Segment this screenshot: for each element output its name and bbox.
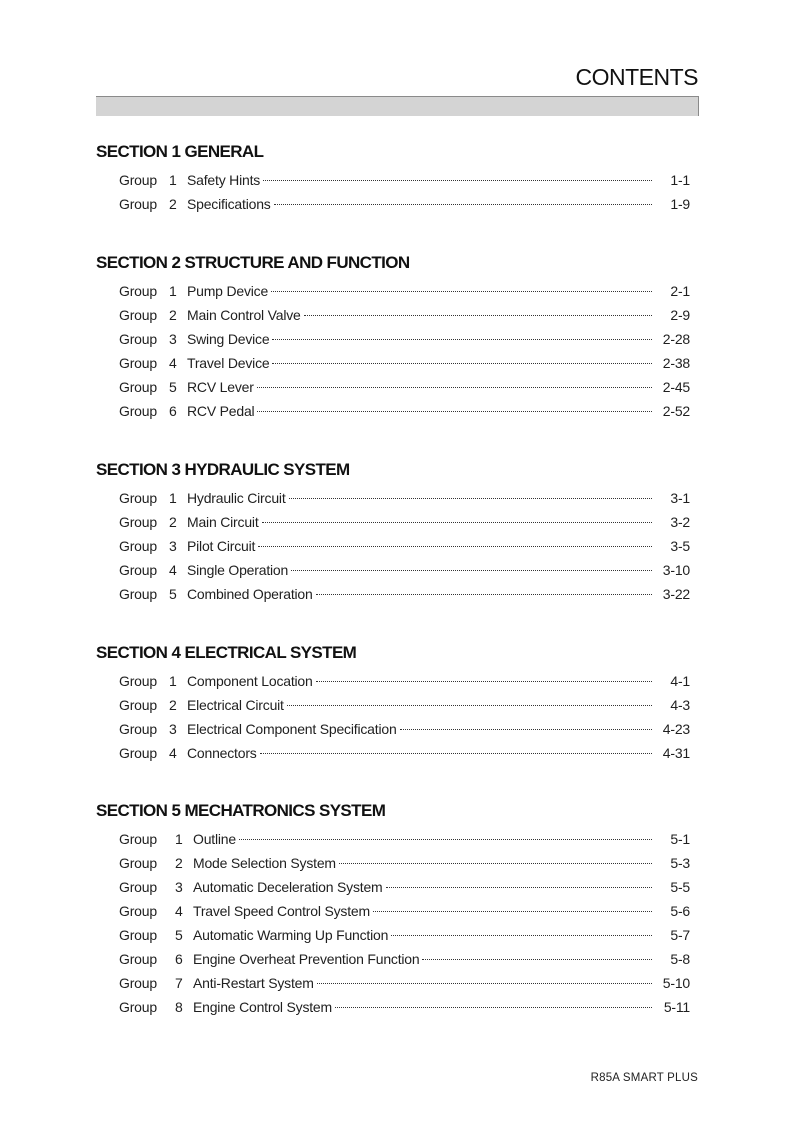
entry-page-number: 3-1 — [670, 490, 690, 506]
footer-model-name: R85A SMART PLUS — [590, 1072, 698, 1084]
dot-leader — [316, 681, 652, 682]
entry-group-number: 5 — [169, 379, 177, 395]
entry-title: Engine Overheat Prevention Function — [193, 951, 420, 967]
entry-group-number: 6 — [169, 403, 177, 419]
entry-page-number: 4-1 — [670, 673, 690, 689]
entry-title: Connectors — [187, 745, 257, 761]
entry-title: RCV Pedal — [187, 403, 255, 419]
entry-page-number: 2-28 — [662, 331, 690, 347]
entry-group-label: Group — [119, 831, 157, 847]
entry-group-number: 3 — [175, 879, 183, 895]
dot-leader — [263, 180, 652, 181]
entry-page-number: 2-9 — [670, 307, 690, 323]
entry-group-label: Group — [119, 586, 157, 602]
section-entries — [96, 168, 696, 216]
entry-group-label: Group — [119, 999, 157, 1015]
entry-title: Travel Speed Control System — [193, 903, 370, 919]
toc-entry[interactable] — [96, 327, 696, 351]
entry-group-number: 1 — [169, 283, 177, 299]
entry-page-number: 3-2 — [670, 514, 690, 530]
toc-entry[interactable] — [96, 486, 696, 510]
entry-group-number: 2 — [169, 196, 177, 212]
entry-group-label: Group — [119, 927, 157, 943]
toc-entry[interactable] — [96, 995, 696, 1019]
entry-title: Mode Selection System — [193, 855, 336, 871]
entry-page-number: 4-3 — [670, 697, 690, 713]
entry-page-number: 5-8 — [670, 951, 690, 967]
entry-group-number: 1 — [169, 673, 177, 689]
dot-leader — [260, 753, 652, 754]
dot-leader — [287, 705, 652, 706]
entry-page-number: 5-1 — [670, 831, 690, 847]
entry-title: Automatic Warming Up Function — [193, 927, 389, 943]
entry-group-number: 3 — [169, 331, 177, 347]
entry-group-label: Group — [119, 745, 157, 761]
entry-group-label: Group — [119, 673, 157, 689]
toc-entry[interactable] — [96, 851, 696, 875]
entry-group-number: 3 — [169, 721, 177, 737]
dot-leader — [257, 387, 652, 388]
toc-entry[interactable] — [96, 534, 696, 558]
entry-group-number: 1 — [169, 172, 177, 188]
section-3 — [96, 458, 696, 606]
toc-entry[interactable] — [96, 582, 696, 606]
entry-title: Automatic Deceleration System — [193, 879, 383, 895]
entry-title: Electrical Component Specification — [187, 721, 397, 737]
entry-group-number: 4 — [169, 355, 177, 371]
toc-entry[interactable] — [96, 971, 696, 995]
dot-leader — [257, 411, 652, 412]
entry-page-number: 2-45 — [662, 379, 690, 395]
entry-group-label: Group — [119, 196, 157, 212]
dot-leader — [422, 959, 652, 960]
toc-entry[interactable] — [96, 558, 696, 582]
entry-title: Travel Device — [187, 355, 270, 371]
entry-group-label: Group — [119, 172, 157, 188]
entry-group-number: 5 — [169, 586, 177, 602]
entry-group-number: 8 — [175, 999, 183, 1015]
entry-group-label: Group — [119, 514, 157, 530]
entry-group-label: Group — [119, 903, 157, 919]
toc-entry[interactable] — [96, 717, 696, 741]
entry-group-number: 2 — [175, 855, 183, 871]
entry-group-label: Group — [119, 538, 157, 554]
toc-entry[interactable] — [96, 899, 696, 923]
section-5 — [96, 799, 696, 1019]
entry-title: Combined Operation — [187, 586, 313, 602]
entry-page-number: 3-10 — [662, 562, 690, 578]
entry-title: Main Control Valve — [187, 307, 301, 323]
dot-leader — [373, 911, 652, 912]
entry-title: Engine Control System — [193, 999, 332, 1015]
entry-page-number: 5-6 — [670, 903, 690, 919]
entry-title: Electrical Circuit — [187, 697, 284, 713]
entry-group-number: 2 — [169, 697, 177, 713]
dot-leader — [304, 315, 652, 316]
toc-entry[interactable] — [96, 279, 696, 303]
section-entries — [96, 279, 696, 423]
entry-group-label: Group — [119, 562, 157, 578]
entry-group-number: 7 — [175, 975, 183, 991]
dot-leader — [258, 546, 652, 547]
entry-title: Safety Hints — [187, 172, 261, 188]
entry-title: RCV Lever — [187, 379, 254, 395]
dot-leader — [400, 729, 652, 730]
entry-page-number: 2-38 — [662, 355, 690, 371]
entry-group-label: Group — [119, 975, 157, 991]
section-entries — [96, 827, 696, 1019]
section-2 — [96, 251, 696, 423]
toc-entry[interactable] — [96, 303, 696, 327]
entry-page-number: 3-22 — [662, 586, 690, 602]
entry-group-label: Group — [119, 403, 157, 419]
dot-leader — [339, 863, 652, 864]
section-heading: SECTION 5 MECHATRONICS SYSTEM — [96, 801, 386, 820]
toc-entry[interactable] — [96, 875, 696, 899]
dot-leader — [317, 983, 652, 984]
entry-group-label: Group — [119, 283, 157, 299]
section-heading: SECTION 4 ELECTRICAL SYSTEM — [96, 643, 357, 662]
dot-leader — [391, 935, 652, 936]
section-heading: SECTION 2 STRUCTURE AND FUNCTION — [96, 253, 410, 272]
dot-leader — [272, 339, 652, 340]
section-heading: SECTION 1 GENERAL — [96, 142, 264, 161]
entry-page-number: 3-5 — [670, 538, 690, 554]
entry-group-label: Group — [119, 697, 157, 713]
entry-page-number: 2-1 — [670, 283, 690, 299]
dot-leader — [386, 887, 652, 888]
entry-page-number: 5-7 — [670, 927, 690, 943]
dot-leader — [239, 839, 652, 840]
entry-title: Main Circuit — [187, 514, 259, 530]
entry-group-number: 4 — [169, 745, 177, 761]
title-rule-bar — [96, 96, 699, 116]
entry-group-label: Group — [119, 951, 157, 967]
entry-group-label: Group — [119, 307, 157, 323]
toc-entry[interactable] — [96, 399, 696, 423]
section-entries — [96, 486, 696, 606]
entry-title: Component Location — [187, 673, 313, 689]
entry-page-number: 5-3 — [670, 855, 690, 871]
entry-page-number: 5-5 — [670, 879, 690, 895]
entry-page-number: 2-52 — [662, 403, 690, 419]
entry-group-label: Group — [119, 855, 157, 871]
entry-page-number: 5-11 — [663, 999, 690, 1015]
entry-title: Pilot Circuit — [187, 538, 256, 554]
entry-page-number: 1-1 — [670, 172, 690, 188]
section-1 — [96, 140, 696, 216]
entry-group-label: Group — [119, 879, 157, 895]
dot-leader — [262, 522, 652, 523]
entry-group-number: 1 — [169, 490, 177, 506]
entry-group-number: 2 — [169, 307, 177, 323]
toc-entry[interactable] — [96, 741, 696, 765]
entry-page-number: 4-31 — [662, 745, 690, 761]
entry-title: Pump Device — [187, 283, 269, 299]
dot-leader — [272, 363, 652, 364]
dot-leader — [291, 570, 652, 571]
entry-title: Anti-Restart System — [193, 975, 314, 991]
entry-group-number: 5 — [175, 927, 183, 943]
toc-entry[interactable] — [96, 510, 696, 534]
toc-entry[interactable] — [96, 947, 696, 971]
toc-entry[interactable] — [96, 168, 696, 192]
entry-page-number: 5-10 — [662, 975, 690, 991]
toc-entry[interactable] — [96, 351, 696, 375]
toc-entry[interactable] — [96, 693, 696, 717]
entry-page-number: 4-23 — [662, 721, 690, 737]
entry-group-number: 1 — [175, 831, 183, 847]
toc-entry[interactable] — [96, 375, 696, 399]
section-entries — [96, 669, 696, 765]
entry-group-label: Group — [119, 490, 157, 506]
dot-leader — [274, 204, 652, 205]
entry-title: Single Operation — [187, 562, 289, 578]
dot-leader — [289, 498, 652, 499]
entry-title: Outline — [193, 831, 236, 847]
entry-group-number: 4 — [169, 562, 177, 578]
entry-group-label: Group — [119, 355, 157, 371]
entry-title: Specifications — [187, 196, 271, 212]
entry-group-number: 3 — [169, 538, 177, 554]
toc-entry[interactable] — [96, 192, 696, 216]
toc-entry[interactable] — [96, 827, 696, 851]
page-title: CONTENTS — [575, 64, 698, 90]
entry-group-number: 4 — [175, 903, 183, 919]
entry-title: Hydraulic Circuit — [187, 490, 286, 506]
toc-entry[interactable] — [96, 923, 696, 947]
entry-group-number: 2 — [169, 514, 177, 530]
entry-group-label: Group — [119, 331, 157, 347]
dot-leader — [271, 291, 652, 292]
entry-group-label: Group — [119, 379, 157, 395]
dot-leader — [335, 1007, 652, 1008]
entry-title: Swing Device — [187, 331, 270, 347]
section-4 — [96, 641, 696, 765]
toc-entry[interactable] — [96, 669, 696, 693]
section-heading: SECTION 3 HYDRAULIC SYSTEM — [96, 460, 350, 479]
dot-leader — [316, 594, 652, 595]
entry-group-number: 6 — [175, 951, 183, 967]
entry-group-label: Group — [119, 721, 157, 737]
entry-page-number: 1-9 — [670, 196, 690, 212]
